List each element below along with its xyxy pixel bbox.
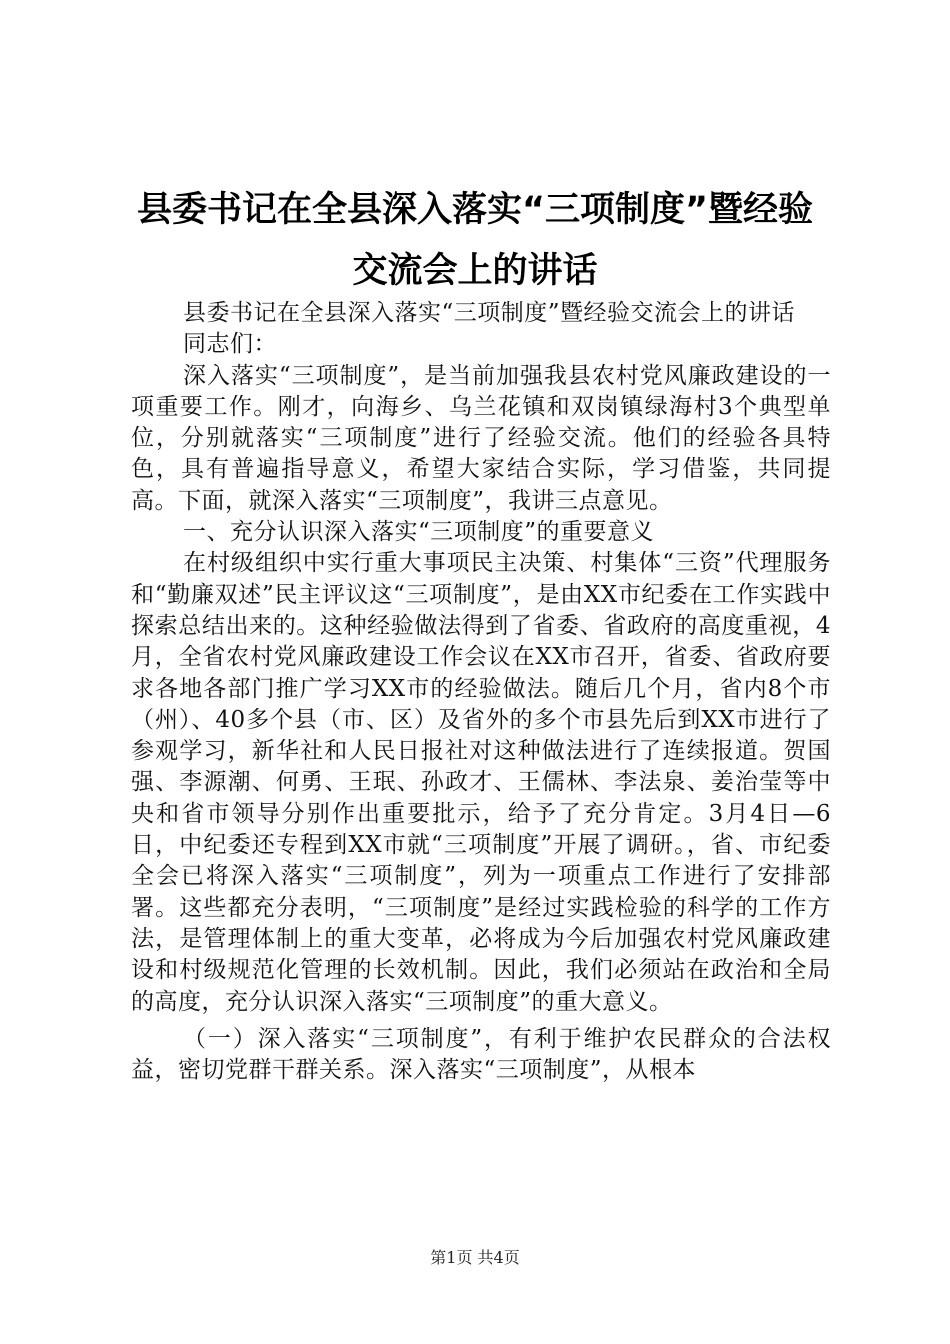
section-heading-1: 一、充分认识深入落实“三项制度”的重要意义 [183, 519, 655, 546]
document-body [131, 298, 831, 1086]
document-title-line-1: 县委书记在全县深入落实“三项制度”暨经验 [136, 190, 813, 230]
paragraph-salutation: 同志们： [183, 331, 277, 358]
paragraph-subtitle: 县委书记在全县深入落实“三项制度”暨经验交流会上的讲话 [183, 300, 796, 326]
paragraph-section-1: 在村级组织中实行重大事项民主决策、村集体“三资”代理服务和“勤廉双述”民主评议这“三项制度”，是由XX市纪委在工作实践中探索总结出来的。这种经验做法得到了省委、省政府的高度重视，4月，全省农村党风廉政建设工作会议在XX市召开，省委、省政府要求各地各部门推广学习XX市的经验做法。随后几个月，省内8个市（州）、40多个县（市、区）及省外的多个市县先后到XX市进行了参观学习，新华社和人民日报社对这种做法进行了连续报道。贺国强、李源潮、何勇、王珉、孙政才、王儒林、李法泉、姜治莹等中央和省市领导分别作出重要批示，给予了充分肯定。3月4日—6日，中纪委还专程到XX市就“三项制度”开展了调研。，省、市纪委全会已将深入落实“三项制度”，列为一项重点工作进行了安排部署。这些都充分表明，“三项制度”是经过实践检验的科学的工作方法，是管理体制上的重大变革，必将成为今后加强农村党风廉政建设和村级规范化管理的长效机制。因此，我们必须站在政治和全局的高度，充分认识深入落实“三项制度”的重大意义。 [131, 550, 831, 1015]
page-footer: 第1页 共4页 [430, 1248, 520, 1267]
paragraph-intro: 深入落实“三项制度”，是当前加强我县农村党风廉政建设的一项重要工作。刚才，向海乡、乌兰花镇和双岗镇绿海村3个典型单位，分别就落实“三项制度”进行了经验交流。他们的经验各具特色，具有普遍指导意义，希望大家结合实际，学习借鉴，共同提高。下面，就深入落实“三项制度”，我讲三点意见。 [131, 362, 831, 514]
document-title-line-2: 交流会上的讲话 [352, 251, 598, 291]
paragraph-subsection-1: （一）深入落实“三项制度”，有利于维护农民群众的合法权益，密切党群干群关系。深入落实“三项制度”，从根本 [131, 1025, 831, 1084]
